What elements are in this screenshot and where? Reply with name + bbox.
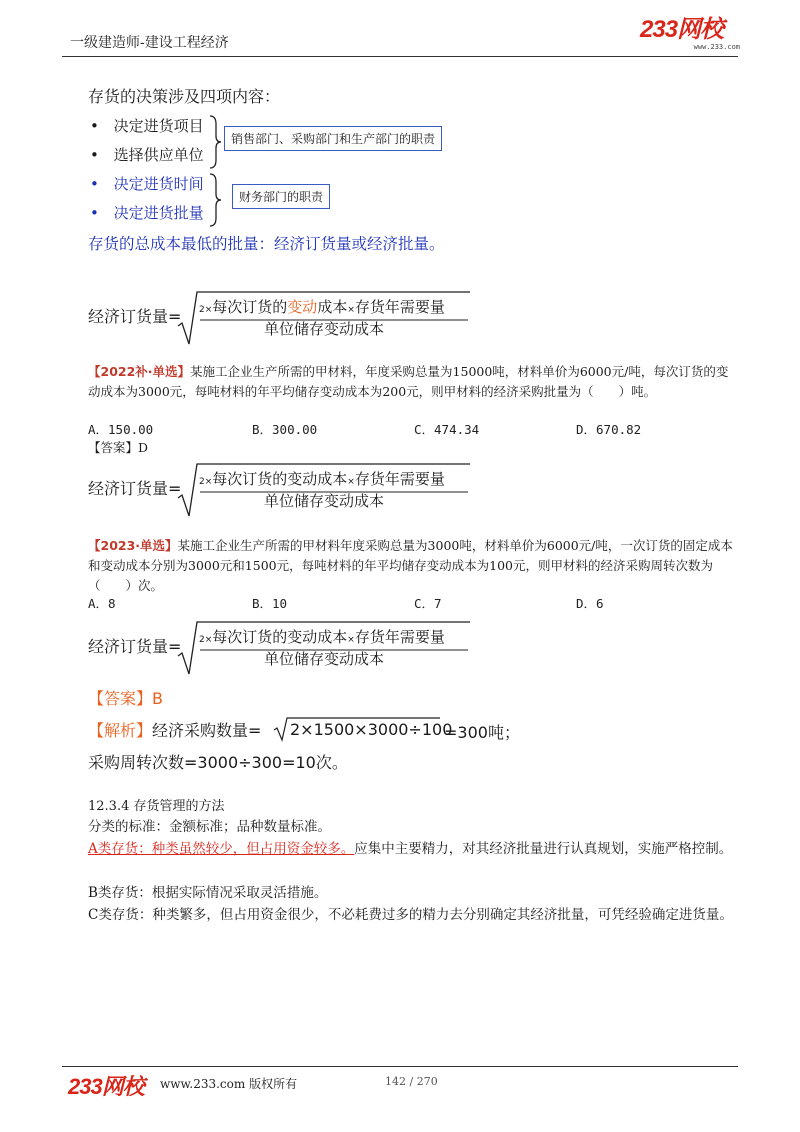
num-part: 存货年需要量 xyxy=(354,470,445,488)
eoq-formula-label: 经济订货量= xyxy=(88,479,182,498)
header-divider xyxy=(62,56,738,57)
q2-analysis-label: 【解析】 xyxy=(88,721,153,740)
bullet-icon: • xyxy=(90,117,99,135)
times-sign: × xyxy=(347,477,355,487)
q2-option-d: D．6 xyxy=(576,596,604,611)
a-class-highlight: A类存货：种类虽然较少，但占用资金较多。 xyxy=(88,841,355,857)
intro-item-text: 决定进货项目 xyxy=(113,117,204,135)
bullet-icon: • xyxy=(90,204,99,222)
brand-logo-url: www.233.com xyxy=(693,43,740,51)
footer-divider xyxy=(62,1066,738,1067)
bullet-icon: • xyxy=(90,146,99,164)
q2-analysis xyxy=(88,718,261,741)
coef: 2× xyxy=(199,477,213,487)
q1-option-c: C．474.34 xyxy=(414,422,480,437)
q1-option-d: D．670.82 xyxy=(576,422,642,437)
document-header-title: 一级建造师-建设工程经济 xyxy=(70,35,229,51)
footer-site: www.233.com 版权所有 xyxy=(160,1077,298,1091)
brace-icon xyxy=(208,114,222,170)
q2-analysis-text: 经济采购数量= xyxy=(152,721,262,740)
coef: 2× xyxy=(199,635,213,645)
brand-logo-text: 233网校 xyxy=(640,16,724,43)
responsibility-box-finance: 财务部门的职责 xyxy=(232,184,330,209)
q2-turnover: 采购周转次数=3000÷300=10次。 xyxy=(88,753,348,772)
responsibility-box-sales: 销售部门、采购部门和生产部门的职责 xyxy=(224,126,442,151)
question-2 xyxy=(88,536,738,596)
question-1-stem: 某施工企业生产所需的甲材料，年度采购总量为15000吨，材料单价为6000元/吨，每次订货的变动成本为3000元，每吨材料的年平均储存变动成本为200元，则甲材料的经济采购批量为（ ）吨。 xyxy=(88,364,729,399)
times-sign: × xyxy=(347,305,355,315)
eoq-formula-label: 经济订货量= xyxy=(88,307,182,326)
num-part: 每次订货的变动成本 xyxy=(212,628,348,646)
q2-answer-value: B xyxy=(152,689,163,708)
question-2-tag: 【2023·单选】 xyxy=(88,538,178,553)
section-c-class: C类存货：种类繁多，但占用资金很少，不必耗费过多的精力去分别确定其经济批量，可凭经验确定进货量。 xyxy=(88,907,733,923)
times-sign: × xyxy=(347,635,355,645)
brace-icon xyxy=(208,172,222,228)
eoq-formula-label: 经济订货量= xyxy=(88,637,182,656)
eoq-denominator: 单位储存变动成本 xyxy=(264,650,385,668)
q2-analysis-result: =300吨； xyxy=(444,723,520,742)
section-a-class xyxy=(88,838,740,860)
page-number: 142 / 270 xyxy=(385,1075,438,1088)
intro-item-1 xyxy=(90,115,204,136)
intro-summary: 存货的总成本最低的批量：经济订货量或经济批量。 xyxy=(88,235,445,253)
q2-option-b: B．10 xyxy=(252,596,288,611)
num-part: 每次订货的变动成本 xyxy=(212,470,348,488)
eoq-denominator: 单位储存变动成本 xyxy=(264,492,385,510)
brand-logo xyxy=(640,18,740,54)
eoq-numerator xyxy=(199,296,445,317)
coef: 2× xyxy=(199,305,213,315)
q2-answer-label: 【答案】 xyxy=(88,689,153,708)
num-part: 存货年需要量 xyxy=(354,298,445,316)
a-class-rest: 应集中主要精力，对其经济批量进行认真规划，实施严格控制。 xyxy=(354,841,733,857)
num-part: 每次订货的 xyxy=(212,298,288,316)
question-1 xyxy=(88,362,738,402)
question-2-stem: 某施工企业生产所需的甲材料年度采购总量为3000吨，材料单价为6000元/吨，一次订货的固定成本和变动成本分别为3000元和1500元，每吨材料的年平均储存变动成本为100元，则甲材料的经济采购周转次数为（ ）次。 xyxy=(88,538,733,593)
section-b-class: B类存货：根据实际情况采取灵活措施。 xyxy=(88,885,328,901)
section-title: 12.3.4 存货管理的方法 xyxy=(88,799,225,814)
intro-item-3 xyxy=(90,173,204,194)
intro-item-4 xyxy=(90,202,204,223)
intro-item-text: 决定进货批量 xyxy=(113,204,204,222)
q1-option-b: B．300.00 xyxy=(252,422,318,437)
intro-heading: 存货的决策涉及四项内容： xyxy=(88,87,281,106)
q2-option-c: C．7 xyxy=(414,596,442,611)
eoq-denominator: 单位储存变动成本 xyxy=(264,320,385,338)
q2-answer xyxy=(88,686,163,709)
q1-answer: 【答案】D xyxy=(88,440,149,455)
q2-option-a: A．8 xyxy=(88,596,116,611)
eoq-numerator xyxy=(199,468,445,489)
bullet-icon: • xyxy=(90,175,99,193)
intro-item-text: 决定进货时间 xyxy=(113,175,204,193)
footer-logo: 233网校 xyxy=(68,1074,144,1099)
question-1-tag: 【2022补·单选】 xyxy=(88,364,191,379)
intro-item-2 xyxy=(90,144,204,165)
eoq-numerator xyxy=(199,626,445,647)
section-line-1: 分类的标准：金额标准；品种数量标准。 xyxy=(88,819,331,835)
num-part: 成本 xyxy=(317,298,348,316)
num-part: 存货年需要量 xyxy=(354,628,445,646)
q1-option-a: A．150.00 xyxy=(88,422,154,437)
intro-item-text: 选择供应单位 xyxy=(113,146,204,164)
num-highlight: 变动 xyxy=(287,298,318,316)
q2-analysis-expression: 2×1500×3000÷100 xyxy=(290,720,453,739)
